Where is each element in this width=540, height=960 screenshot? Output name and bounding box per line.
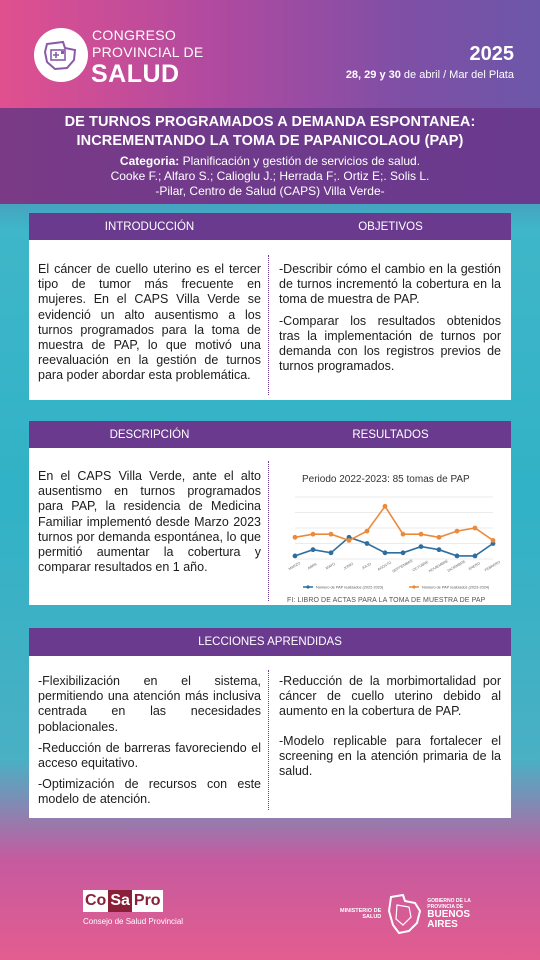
chart-point [383, 504, 388, 509]
chart-legend-marker [306, 585, 309, 588]
intro-heading: INTRODUCCIÓN [104, 220, 195, 233]
results-line-chart [285, 489, 505, 597]
chart-point [401, 532, 406, 537]
intro-objectives-card [29, 213, 511, 400]
chart-point [491, 538, 496, 543]
lessons-card [29, 628, 511, 818]
lesson-item: -Flexibilización en el sistema, permitiendo una atención más inclusiva centrada en las necesidades poblacionales. [38, 674, 261, 734]
cosapro-part: Pro [132, 890, 163, 912]
chart-point [311, 532, 316, 537]
government-logo [340, 893, 471, 935]
event-days: 28, 29 y 30 [345, 69, 401, 81]
cosapro-part: Co [83, 890, 108, 912]
chart-point [401, 550, 406, 555]
intro-objectives-header [29, 213, 511, 240]
header-band [0, 0, 540, 108]
government-line: PROVINCIA DE [427, 904, 464, 910]
chart-point [365, 541, 370, 546]
category-label: Categoria: [119, 154, 180, 168]
description-heading: DESCRIPCIÓN [109, 428, 190, 441]
chart-x-tick-label: DICIEMBRE [446, 559, 467, 573]
congress-word: CONGRESO [92, 27, 177, 43]
affiliation-line: -Pilar, Centro de Salud (CAPS) Villa Verde- [155, 184, 385, 198]
chart-x-tick-label: AGOSTO [376, 560, 393, 572]
ministry-line: SALUD [362, 914, 382, 920]
event-year: 2025 [469, 43, 514, 65]
cosapro-subtitle: Consejo de Salud Provincial [83, 917, 184, 926]
title-line-2: INCREMENTANDO LA TOMA DE PAPANICOLAOU (PAP) [76, 133, 464, 149]
chart-point [311, 547, 316, 552]
chart-point [419, 532, 424, 537]
intro-body [38, 262, 261, 384]
chart-series-line [295, 537, 493, 556]
chart-x-tick-label: MARZO [287, 561, 302, 572]
chart-point [329, 532, 334, 537]
province-map-icon [41, 38, 81, 72]
government-label [427, 898, 471, 930]
chart-legend-label: Número de PAP realizados (2022-2023) [316, 585, 384, 590]
column-divider [268, 461, 269, 601]
chart-point [437, 547, 442, 552]
lessons-left [38, 674, 261, 808]
chart-source: FI: LIBRO DE ACTAS PARA LA TOMA DE MUESTRA DE PAP [287, 597, 486, 604]
chart-point [455, 554, 460, 559]
lesson-item: -Optimización de recursos con este modelo de atención. [38, 777, 261, 807]
chart-x-tick-label: ENERO [467, 561, 482, 572]
congress-logo [34, 28, 88, 82]
ministry-line: MINISTERIO DE [340, 907, 382, 914]
objectives-heading: OBJETIVOS [358, 220, 423, 233]
chart-title: Periodo 2022-2023: 85 tomas de PAP [302, 474, 470, 485]
title-line-1: DE TURNOS PROGRAMADOS A DEMANDA ESPONTANEA: [64, 114, 476, 130]
column-divider [268, 670, 269, 810]
lessons-right [279, 674, 501, 779]
chart-x-tick-label: OCTUBRE [411, 560, 430, 573]
authors-line: Cooke F.; Alfaro S.; Calioglu J.; Herrada F;. Ortiz E;. Solis L. [110, 169, 430, 183]
chart-point [473, 554, 478, 559]
provincial-word: PROVINCIAL DE [92, 44, 204, 60]
cosapro-part: Sa [108, 890, 132, 912]
chart-point [329, 550, 334, 555]
chart-x-tick-label: JUNIO [342, 561, 355, 571]
chart-point [455, 529, 460, 534]
chart-x-tick-label: ABRIL [307, 561, 318, 571]
chart-x-tick-label: MAYO [325, 561, 336, 571]
lessons-heading: LECCIONES APRENDIDAS [198, 636, 342, 648]
chart-point [437, 535, 442, 540]
chart-x-tick-label: SEPTIEMBRE [391, 558, 414, 574]
chart-legend-marker [412, 585, 415, 588]
title-band [0, 108, 540, 204]
lessons-header [29, 628, 511, 656]
event-dates [346, 69, 514, 81]
ministry-label [340, 908, 381, 921]
buenos-aires-map-icon [387, 893, 423, 935]
objective-item: -Describir cómo el cambio en la gestión de turnos incrementó la cobertura en la toma de muestra de PAP. [279, 262, 501, 307]
description-results-header [29, 421, 511, 448]
lesson-item: -Modelo replicable para fortalecer el screening en la atención primaria de la salud. [279, 733, 501, 779]
objectives-body [279, 262, 501, 374]
category-value: Planificación y gestión de servicios de salud. [179, 154, 421, 168]
chart-point [473, 526, 478, 531]
chart-point [383, 550, 388, 555]
results-heading: RESULTADOS [352, 428, 429, 441]
chart-point [293, 554, 298, 559]
chart-x-tick-label: NOVIEMBRE [428, 559, 449, 574]
chart-x-tick-label: FEBRERO [483, 560, 502, 573]
salud-word: SALUD [91, 60, 180, 88]
chart-legend-label: Número de PAP realizados (2023-2024) [422, 585, 490, 590]
chart-point [347, 538, 352, 543]
lesson-item: -Reducción de la morbimortalidad por cáncer de cuello uterino debido al aumento en la cobertura de PAP. [279, 674, 501, 719]
government-line: GOBIERNO DE LA [427, 898, 471, 904]
government-line: BUENOS [427, 909, 471, 920]
description-results-card [29, 421, 511, 605]
cosapro-logo [83, 890, 183, 926]
description-body [38, 469, 261, 575]
chart-point [293, 535, 298, 540]
cosapro-wordmark [83, 890, 183, 912]
chart-point [419, 544, 424, 549]
column-divider [268, 255, 269, 395]
event-place: de abril / Mar del Plata [400, 69, 514, 81]
description-text: En el CAPS Villa Verde, ante el alto ausentismo en turnos programados para PAP, la residencia de Medicina Familiar implementó desde Marzo 2023 turnos por demanda espontánea, lo que permitió aumentar la cobertura y comparar resultados en 1 año. [38, 469, 261, 575]
chart-series-line [295, 506, 493, 540]
category-line [0, 154, 540, 169]
intro-text: El cáncer de cuello uterino es el tercer tipo de tumor más frecuente en mujeres. En el CAPS Villa Verde se evidenció un alto ausentismo a los turnos programados para la toma de muestra de PAP, lo que motivó una reevaluación en la gestión de turnos para poder abordar esta problemática. [38, 262, 261, 383]
objective-item: -Comparar los resultados obtenidos tras la implementación de turnos por demanda con los registros previos de turnos programados. [279, 313, 501, 374]
chart-point [365, 529, 370, 534]
lesson-item: -Reducción de barreras favoreciendo el acceso equitativo. [38, 740, 261, 771]
government-line: AIRES [427, 919, 458, 930]
chart-x-tick-label: JULIO [361, 561, 372, 571]
